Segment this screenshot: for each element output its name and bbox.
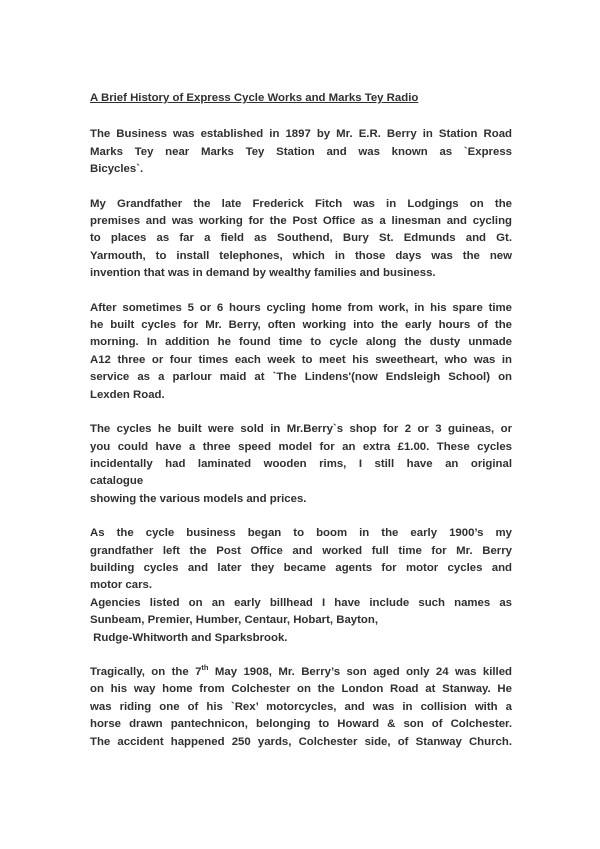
paragraph-establishment: [90, 126, 512, 178]
paragraph-line: invention that was in demand by wealthy families and business.: [90, 267, 436, 280]
paragraph-line: Lexden Road.: [90, 388, 165, 401]
line-text: May 1908, Mr. Berry’s son aged only 24 was killed: [208, 665, 512, 678]
paragraph-line: As the cycle business began to boom in the early 1900’s my: [90, 527, 512, 540]
paragraph-line: Agencies listed on an early billhead I have include such names as: [90, 596, 512, 609]
paragraph-line: The accident happened 250 yards, Colchester side, of Stanway Church.: [90, 735, 512, 748]
paragraph-line: My Grandfather the late Frederick Fitch was in Lodgings on the: [90, 197, 512, 210]
paragraph-line: [90, 664, 512, 681]
document-title: A Brief History of Express Cycle Works and Marks Tey Radio: [90, 92, 419, 104]
paragraph-line: The Business was established in 1897 by Mr. E.R. Berry in Station Road: [90, 128, 512, 141]
paragraph-tragedy: [90, 664, 512, 751]
paragraph-line: showing the various models and prices.: [90, 492, 307, 505]
ordinal-suffix: th: [201, 662, 209, 672]
paragraph-line: horse drawn pantechnicon, belonging to Howard & son of Colchester.: [90, 718, 512, 731]
line-text: Tragically, on the 7: [90, 665, 202, 678]
paragraph-line: grandfather left the Post Office and worked full time for Mr. Berry: [90, 544, 512, 557]
paragraph-line: After sometimes 5 or 6 hours cycling home from work, in his spare time: [90, 301, 512, 314]
paragraph-line: Sunbeam, Premier, Humber, Centaur, Hobart, Bayton,: [90, 614, 379, 627]
paragraph-line: morning. In addition he found time to cycle along the dusty unmade: [90, 336, 512, 349]
paragraph-business-boom: [90, 525, 512, 647]
paragraph-line: service as a parlour maid at `The Lindens'(now Endsleigh School) on: [90, 371, 512, 384]
paragraph-line: was riding one of his `Rex’ motorcycles, and was in collision with a: [90, 700, 512, 713]
paragraph-line: you could have a three speed model for an extra £1.00. These cycles: [90, 440, 512, 453]
paragraph-line: he built cycles for Mr. Berry, often working into the early hours of the: [90, 319, 512, 332]
paragraph-line: on his way home from Colchester on the London Road at Stanway. He: [90, 683, 512, 696]
paragraph-line: incidentally had laminated wooden rims, I still have an original: [90, 457, 512, 470]
paragraph-line: Yarmouth, to install telephones, which in those days was the new: [90, 249, 512, 262]
paragraph-line: catalogue: [90, 475, 144, 488]
paragraph-line: A12 three or four times each week to meet his sweetheart, who was in: [90, 353, 512, 366]
paragraph-line: Rudge-Whitworth and Sparksbrook.: [90, 631, 288, 644]
paragraph-line: motor cars.: [90, 579, 153, 592]
paragraph-grandfather: [90, 196, 512, 283]
paragraph-line: Marks Tey near Marks Tey Station and was known as `Express: [90, 145, 512, 158]
document-body: [90, 90, 512, 768]
paragraph-line: building cycles and later they became agents for motor cycles and: [90, 561, 512, 574]
paragraph-cycling-home: [90, 300, 512, 404]
paragraph-line: to places as far a field as Southend, Bury St. Edmunds and Gt.: [90, 232, 512, 245]
paragraph-cycles-sold: [90, 421, 512, 508]
paragraph-line: The cycles he built were sold in Mr.Berry`s shop for 2 or 3 guineas, or: [90, 423, 512, 436]
paragraph-line: premises and was working for the Post Office as a linesman and cycling: [90, 215, 512, 228]
paragraph-line: Bicycles`.: [90, 163, 144, 176]
